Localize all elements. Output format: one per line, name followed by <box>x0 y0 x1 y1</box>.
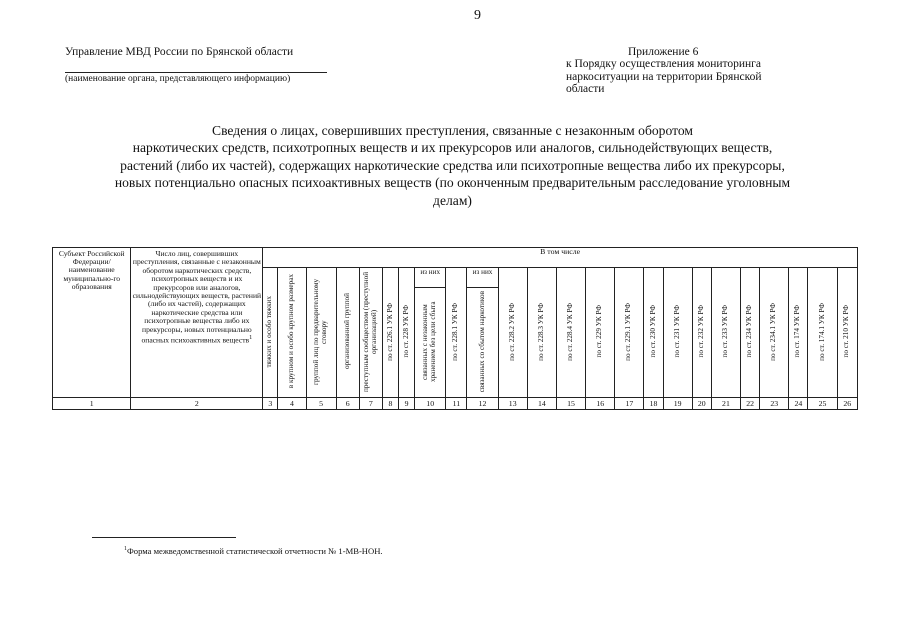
col-header-10: связанных с незаконным хранением без цели сбыта <box>415 288 446 398</box>
col-header-21: по ст. 233 УК РФ <box>711 268 740 398</box>
column-number: 23 <box>760 398 789 410</box>
col-header-25: по ст. 174.1 УК РФ <box>808 268 837 398</box>
column-number: 7 <box>359 398 382 410</box>
col-header-6: организованной группой <box>336 268 359 398</box>
column-number: 10 <box>415 398 446 410</box>
col-header-11: по ст. 228.1 УК РФ <box>446 268 467 398</box>
column-number: 13 <box>498 398 527 410</box>
column-number: 12 <box>467 398 498 410</box>
col-header-8: по ст. 226.1 УК РФ <box>382 268 398 398</box>
col-header-15: по ст. 228.4 УК РФ <box>556 268 585 398</box>
title-line: Сведения о лицах, совершивших преступления, связанные с незаконным оборотом <box>212 123 693 138</box>
column-number: 15 <box>556 398 585 410</box>
column-number: 5 <box>306 398 336 410</box>
col-header-16: по ст. 229 УК РФ <box>586 268 615 398</box>
statistics-table <box>52 247 858 410</box>
header-person-count <box>131 248 263 398</box>
organization-name: Управление МВД России по Брянской области <box>65 46 294 58</box>
column-number: 1 <box>53 398 131 410</box>
col-header-13: по ст. 228.2 УК РФ <box>498 268 527 398</box>
header-including: В том числе <box>263 248 858 268</box>
column-number: 14 <box>527 398 556 410</box>
col-header-17: по ст. 229.1 УК РФ <box>615 268 644 398</box>
appendix-line: наркоситуации на территории Брянской <box>566 70 762 83</box>
col-header-3: тяжких и особо тяжких <box>263 268 278 398</box>
col-header-24: по ст. 174 УК РФ <box>789 268 808 398</box>
col-header-22: по ст. 234 УК РФ <box>741 268 760 398</box>
column-number: 2 <box>131 398 263 410</box>
col-header-7: преступным сообществом (преступной организацией) <box>359 268 382 398</box>
col-header-12: связанных со сбытом наркотиков <box>467 288 498 398</box>
col-header-20: по ст. 232 УК РФ <box>692 268 711 398</box>
col-header-18: по ст. 230 УК РФ <box>644 268 663 398</box>
column-number-row <box>53 398 858 410</box>
column-number: 9 <box>399 398 415 410</box>
page-number: 9 <box>474 8 481 23</box>
column-number: 3 <box>263 398 278 410</box>
header-person-count-text: Число лиц, совершивших преступления, связанные с незаконным оборотом наркотических средств, психотропных веществ и их прекурсоров или аналогов, сильнодействующих веществ, растений (либо их частей), содержащих наркотические средства или психотропные вещества либо их прекурсоры, новых потенциально опасных психоактивных веществ <box>132 249 262 345</box>
column-number: 16 <box>586 398 615 410</box>
col-header-23: по ст. 234.1 УК РФ <box>760 268 789 398</box>
column-number: 24 <box>789 398 808 410</box>
title-line: делам) <box>433 192 472 208</box>
column-number: 11 <box>446 398 467 410</box>
footnote <box>124 546 383 556</box>
title-line: наркотических средств, психотропных веществ и их прекурсоров или аналогов, сильнодействующих веществ, <box>132 140 773 156</box>
organization-caption: (наименование органа, представляющего информацию) <box>65 74 291 84</box>
footnote-mark: 1 <box>124 546 127 553</box>
organization-underline <box>65 72 327 73</box>
column-number: 17 <box>615 398 644 410</box>
col-header-14: по ст. 228.3 УК РФ <box>527 268 556 398</box>
col-header-9: по ст. 228 УК РФ <box>399 268 415 398</box>
footnote-separator <box>92 537 236 538</box>
appendix-line: области <box>566 83 605 96</box>
column-number: 22 <box>741 398 760 410</box>
column-number: 20 <box>692 398 711 410</box>
appendix-line: к Порядку осуществления мониторинга <box>566 58 762 71</box>
column-number: 25 <box>808 398 837 410</box>
column-number: 19 <box>663 398 692 410</box>
footnote-text: Форма межведомственной статистической отчетности № 1-МВ-НОН. <box>127 546 383 556</box>
col-header-5: группой лиц по предварительному сговору <box>306 268 336 398</box>
column-number: 26 <box>837 398 857 410</box>
column-number: 4 <box>278 398 306 410</box>
of-them-label: из них <box>415 268 446 288</box>
title-line: растений (либо их частей), содержащих наркотические средства или психотропные вещества либо их прекурсоры, <box>120 157 785 173</box>
column-number: 8 <box>382 398 398 410</box>
footnote-ref: 1 <box>249 334 253 342</box>
appendix-title: Приложение 6 <box>628 46 699 58</box>
of-them-label: из них <box>467 268 498 288</box>
document-title <box>60 122 845 209</box>
col-header-19: по ст. 231 УК РФ <box>663 268 692 398</box>
column-number: 18 <box>644 398 663 410</box>
column-number: 21 <box>711 398 740 410</box>
header-subject: Субъект Российской Федерации/ наименование муниципально-го образования <box>53 248 131 398</box>
title-line: новых потенциально опасных психоактивных веществ (по оконченным предварительным расследование уголовным <box>114 175 791 191</box>
column-number: 6 <box>336 398 359 410</box>
col-header-4: в крупном и особо крупном размерах <box>278 268 306 398</box>
col-header-26: по ст. 210 УК РФ <box>837 268 857 398</box>
appendix-block <box>566 46 806 96</box>
